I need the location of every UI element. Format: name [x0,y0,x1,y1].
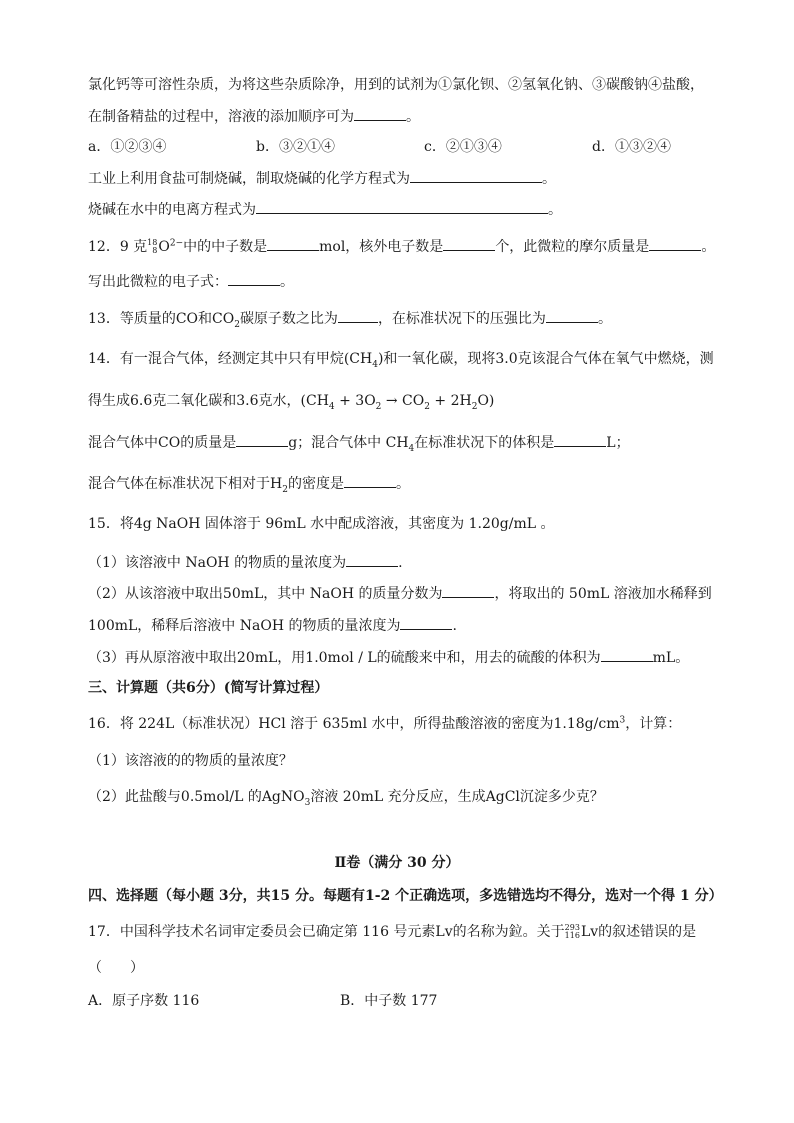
answer-blank[interactable] [354,106,406,121]
question-15: 15．将4g NaOH 固体溶于 96mL 水中配成溶液，其密度为 1.20g/mL 。 [88,516,555,532]
option-a: a．①②③④ [88,139,167,155]
nuclide-notation: 18 8 [147,238,158,255]
answer-blank[interactable] [443,236,495,251]
answer-blank[interactable] [410,168,542,183]
answer-blank[interactable] [256,199,548,214]
option-b: B．中子数 177 [340,993,438,1009]
answer-blank[interactable] [267,236,319,251]
text-line: （2）此盐酸与0.5mol/L 的AgNO$_3$溶液 20mL 充分反应，生成AgCl沉淀多少克？ [88,789,604,808]
text-line: （2）从该溶液中取出50mL，其中 NaOH 的质量分数为 ，将取出的 50mL 溶液加水稀释到 [88,583,712,604]
text-line: 得生成6.6克二氧化碳和3.6克水，$(CH_4 + 3O_2 \to CO_2 + 2H_2O)$ [88,393,495,412]
question-12: 12．9 克 18 8 $O^{2-}$中的中子数是 mol，核外电子数是 个，此微粒的摩尔质量是 。 [88,238,716,255]
text-line: 100mL，稀释后溶液中 NaOH 的物质的量浓度为 . [88,615,457,636]
answer-blank[interactable] [338,308,378,323]
text-line: （3）再从原溶液中取出20mL，用1.0mol / L的硫酸来中和，用去的硫酸的体积为 mL。 [88,647,689,668]
section-title: 三、计算题（共6分）(简写计算过程） [88,680,329,696]
text-line: 烧碱在水中的电离方程式为 。 [88,199,562,220]
option-c: c．②①③④ [424,139,502,155]
text-line: （1）该溶液的的物质的量浓度？ [88,753,293,769]
answer-blank[interactable] [546,308,598,323]
text-line: 氯化钙等可溶性杂质，为将这些杂质除净，用到的试剂为①氯化钡、②氢氧化钠、③碳酸钠④盐酸， [88,77,704,93]
option-a: A．原子序数 116 [88,993,200,1009]
answer-blank[interactable] [236,432,288,447]
option-d: d．①③②④ [592,139,671,155]
option-b: b．③②①④ [256,139,335,155]
text-line: 写出此微粒的电子式： 。 [88,271,294,292]
text-line: （1）该溶液中 NaOH 的物质的量浓度为 . [88,552,403,573]
answer-blank[interactable] [346,552,398,567]
answer-blank[interactable] [649,236,701,251]
answer-blank[interactable] [228,271,280,286]
nuclide-notation: 293 116 [564,923,580,940]
question-16: 16．将 224L（标准状况）HCl 溶于 635ml 水中，所得盐酸溶液的密度为$1.18g/cm^3$，计算： [88,715,682,732]
text-line: 在制备精盐的过程中，溶液的添加顺序可为 。 [88,106,420,127]
section-title: 四、选择题（每小题 3分，共15 分。每题有1-2 个正确选项，多选错选均不得分，选对一个得 1 分） [88,888,723,904]
question-14: 14．有一混合气体，经测定其中只有甲烷$(CH_4)$和一氧化碳，现将3.0克该混合气体在氧气中燃烧，测 [88,351,714,370]
text-line: 混合气体中CO的质量是 g；混合气体中 $CH_4$在标准状况下的体积是 L； [88,432,630,453]
answer-blank[interactable] [601,647,653,662]
answer-blank[interactable] [400,615,452,630]
question-13: 13．等质量的CO和$CO_2$碳原子数之比为 ，在标准状况下的压强比为 。 [88,308,612,329]
answer-blank[interactable] [554,432,606,447]
answer-blank[interactable] [344,473,396,488]
text-line: 混合气体在标准状况下相对于$H_2$的密度是 。 [88,473,410,494]
part-title: Ⅱ卷（满分 30 分） [334,855,460,871]
text-line: 工业上利用食盐可制烧碱，制取烧碱的化学方程式为 。 [88,168,556,189]
question-17: 17．中国科学技术名词审定委员会已确定第 116 号元素Lv的名称为鉝。关于 293 116 Lv的叙述错误的是 [88,923,697,940]
answer-blank[interactable] [442,583,494,598]
answer-parens: （ ） [88,960,144,976]
